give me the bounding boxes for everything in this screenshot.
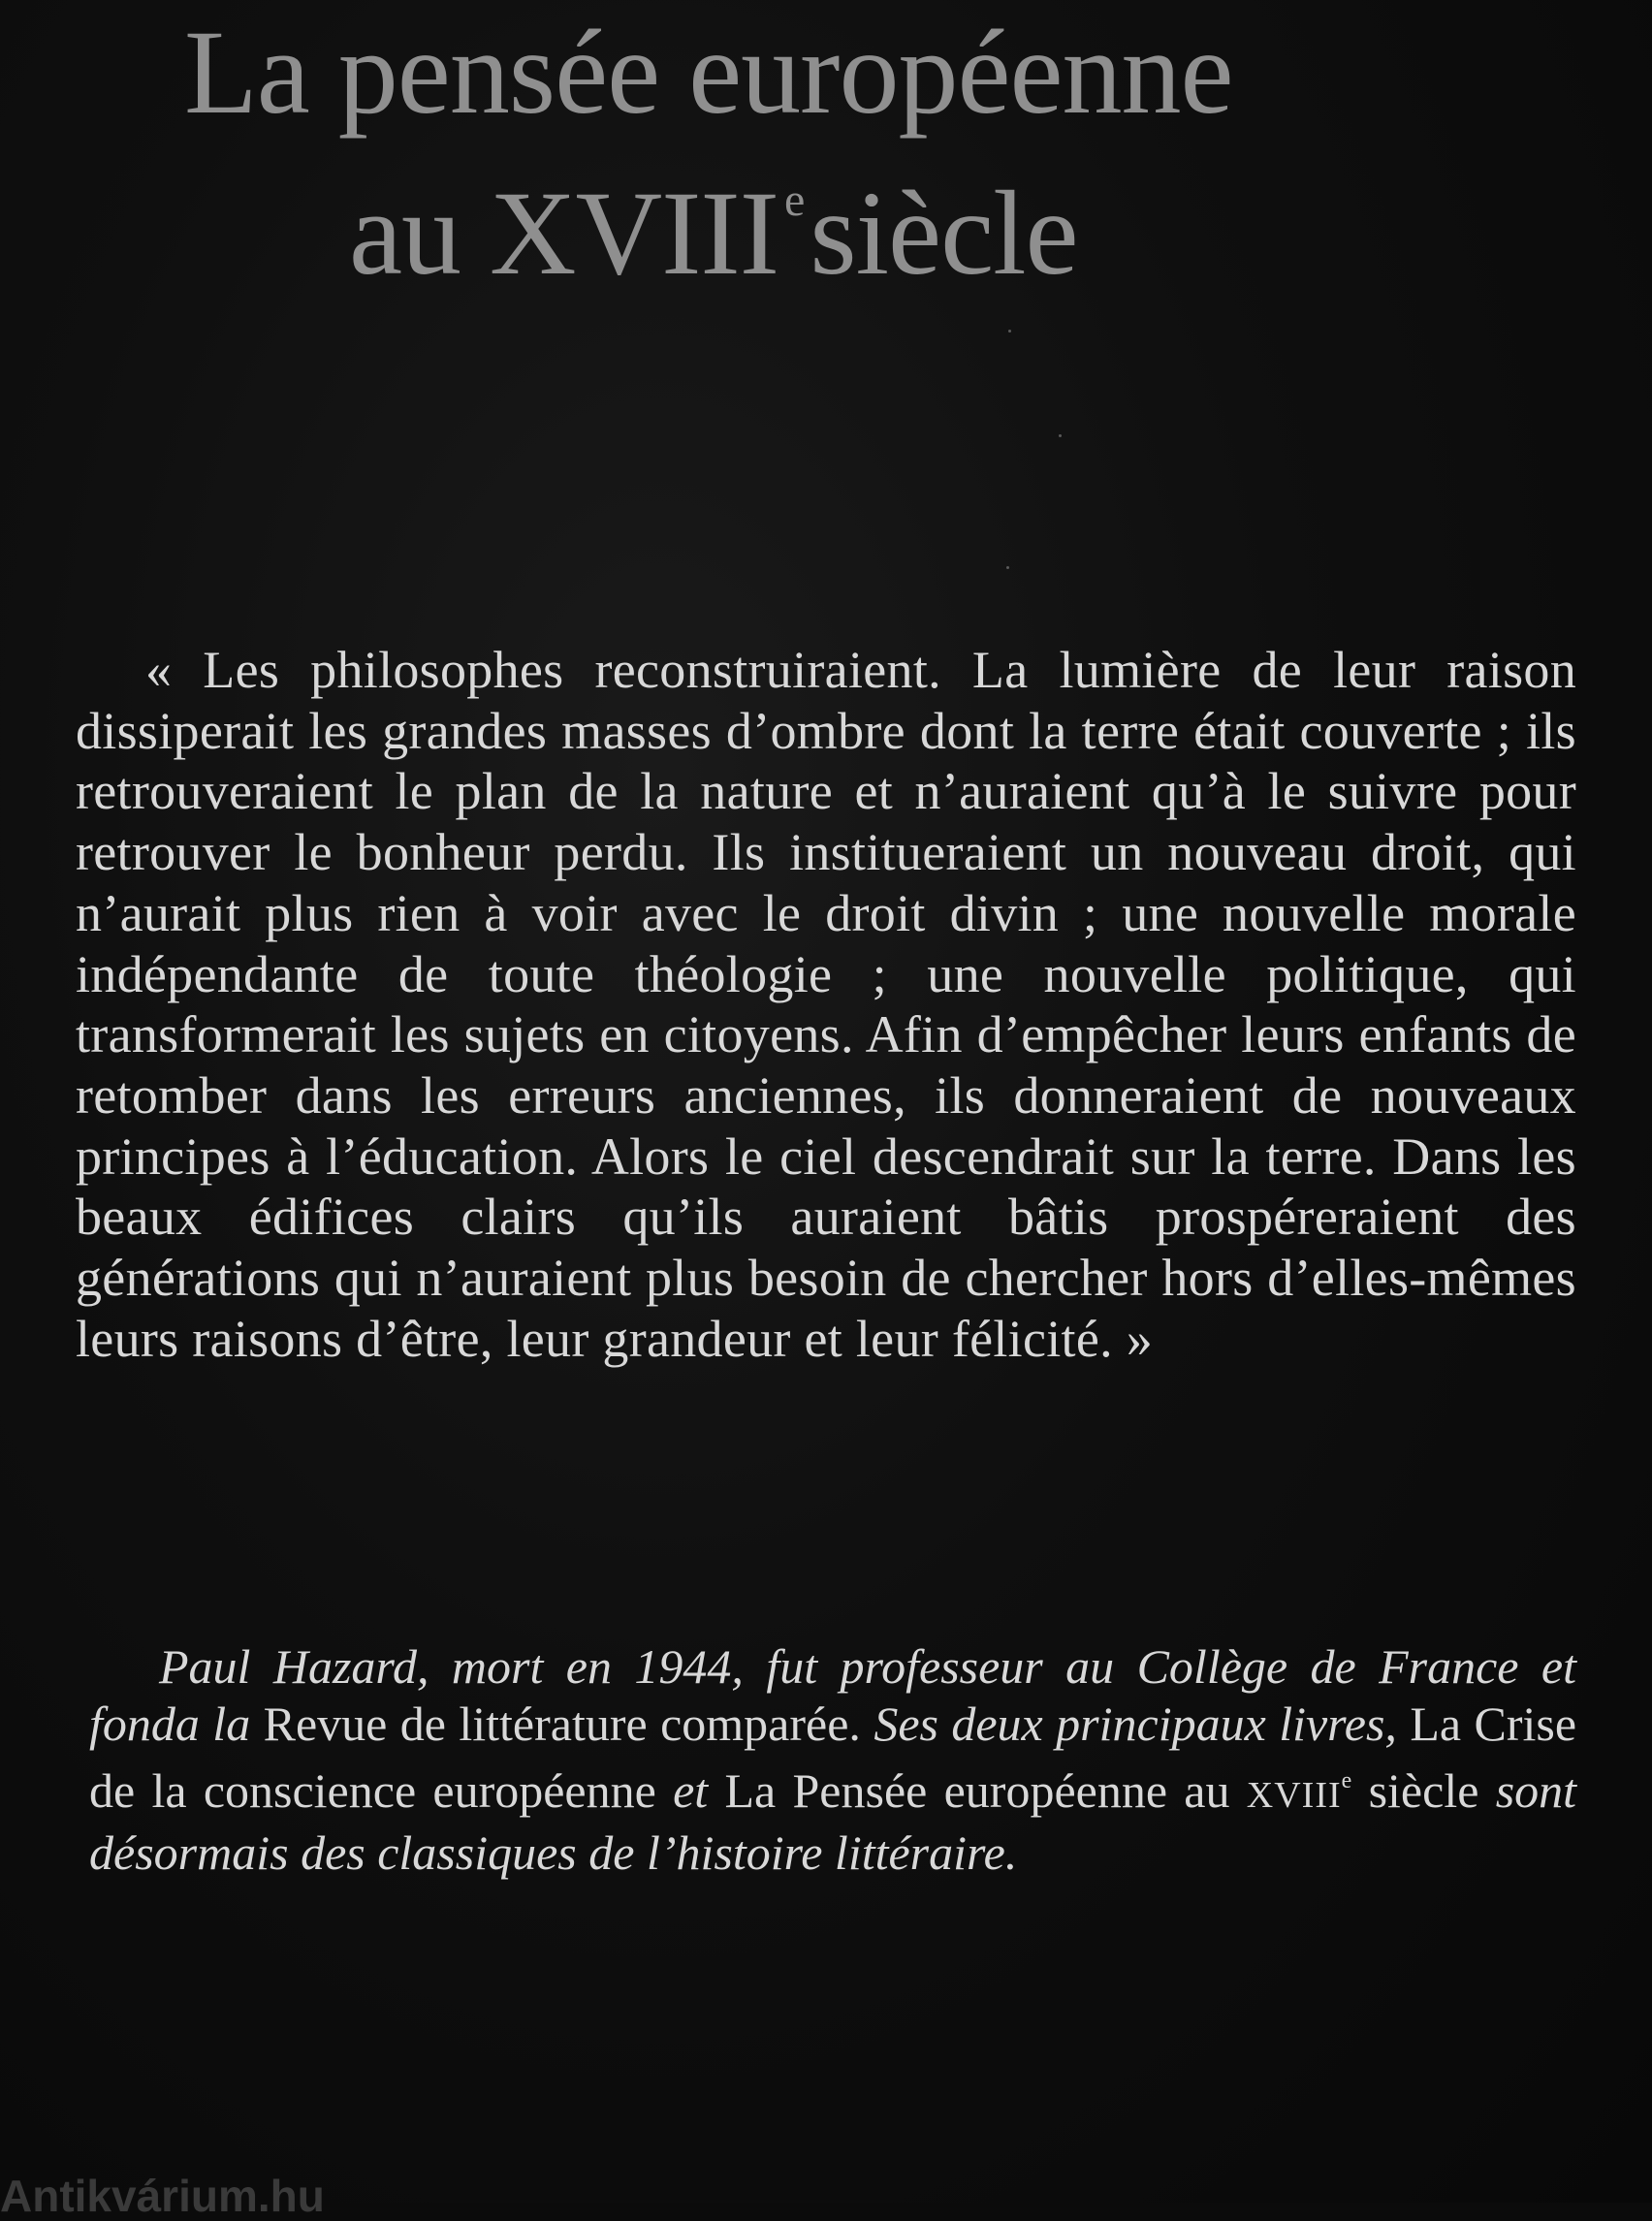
title-line-2 [349,143,1078,300]
quote-paragraph: « Les philosophes reconstruiraient. La lumière de leur raison dissiperait les grandes masses d’ombre dont la terre était couverte ; ils retrouveraient le plan de la nature et n’auraient qu’à le suivre pour retrouver le bonheur perdu. Ils institueraient un nouveau droit, qui n’aurait plus rien à voir avec le droit divin ; une nouvelle morale indépendante de toute théologie ; une nouvelle politique, qui transformerait les sujets en citoyens. Afin d’empêcher leurs enfants de retomber dans les erreurs anciennes, ils donneraient de nouveaux principes à l’éducation. Alors le ciel descendrait sur la terre. Dans les beaux édifices clairs qu’ils auraient bâtis prospéreraient des générations qui n’auraient plus besoin de chercher hors d’elles-mêmes leurs raisons d’être, leur grandeur et leur félicité. » [76,641,1576,1368]
dust-speck [1008,330,1011,333]
bio-part-3: Ses deux principaux livres, [874,1697,1397,1751]
title-century: au XVIII [349,167,779,300]
author-bio [89,1638,1576,1882]
dust-speck [1059,434,1062,437]
bio-part-5: et [673,1763,709,1818]
bio-part-2: Revue de littérature comparée. [263,1697,861,1751]
bio-superscript: e [1341,1768,1352,1793]
title-line-1: La pensée européenne [184,6,1233,139]
bio-part-6: La Pensée européenne au [724,1763,1230,1818]
title-siecle: siècle [810,167,1078,300]
bio-part-9: sont désormais des classiques de l’histoire littéraire. [89,1763,1577,1880]
dust-speck [1006,566,1009,569]
bio-part-1: Paul Hazard, mort en 1944, fut professeur au Collège de France et fonda la [89,1639,1576,1751]
title-superscript: e [784,175,805,226]
bio-part-8: siècle [1368,1763,1479,1818]
bio-part-4: La Crise de la conscience européenne [89,1697,1577,1818]
watermark: Antikvárium.hu [0,2171,325,2221]
bio-century: XVIII [1246,1775,1342,1816]
